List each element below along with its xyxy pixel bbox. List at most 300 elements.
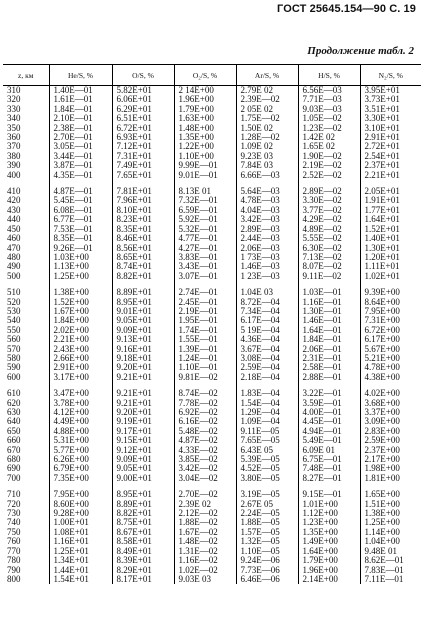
col-he-cell: 3.87E—01 <box>49 161 112 170</box>
col-altitude-header: z, км <box>3 65 49 86</box>
col-h-cell: 2.19E—02 <box>298 161 360 170</box>
table-row <box>3 225 421 234</box>
col-ar-cell: 7.65E—05 <box>236 436 298 445</box>
col-n2-cell: 4.78E+00 <box>364 363 400 373</box>
col-n2-cell: 2.37E+00 <box>364 445 400 455</box>
col-h-cell: 4.00E—01 <box>298 408 360 417</box>
col-ar-cell: 1.28E—02 <box>236 133 298 142</box>
col-o-cell: 8.17E+01 <box>112 575 174 584</box>
col-ar-cell: 2.39E—02 <box>236 95 298 104</box>
col-o-cell: 9.21E+01 <box>112 389 174 398</box>
col-altitude-cell: 310 <box>3 86 49 96</box>
table-row <box>3 288 421 297</box>
col-o2-cell: 8.74E—02 <box>174 389 236 398</box>
col-o-cell: 8.74E+01 <box>112 262 174 271</box>
col-o2-cell: 4.33E—02 <box>174 446 236 455</box>
table-row <box>3 490 421 499</box>
col-ar-cell: 1.88E—05 <box>236 518 298 527</box>
col-altitude-cell: 430 <box>3 206 49 215</box>
col-altitude-cell: 620 <box>3 399 49 408</box>
col-o-cell: 9.16E+01 <box>112 345 174 354</box>
table-row <box>3 537 421 546</box>
table-row <box>3 509 421 518</box>
table-row <box>3 326 421 335</box>
col-n2-cell: 1.98E+00 <box>364 464 400 474</box>
table-row <box>3 262 421 271</box>
col-n2-cell: 2.72E+01 <box>364 142 400 152</box>
col-he-cell: 4.87E—01 <box>49 187 112 196</box>
col-o2-cell: 3.42E—02 <box>174 464 236 473</box>
table-body <box>3 86 421 585</box>
col-h-cell: 2.52E—02 <box>298 171 360 180</box>
col-altitude-cell: 730 <box>3 509 49 518</box>
group-spacer <box>3 483 421 490</box>
col-h-cell: 1.35E+00 <box>298 528 360 537</box>
col-o-cell: 8.58E+01 <box>112 537 174 546</box>
table-row <box>3 335 421 344</box>
col-n2-cell: 1.25E+00 <box>364 518 400 528</box>
col-ar-cell: 5.39E—05 <box>236 455 298 464</box>
spacer-cell <box>236 382 298 389</box>
col-ar-cell: 2.67E 05 <box>236 500 298 509</box>
table-row <box>3 389 421 398</box>
col-altitude-cell: 580 <box>3 354 49 363</box>
col-n2-cell: 7.31E+00 <box>364 316 400 326</box>
col-ar-cell: 2.18E—04 <box>236 373 298 382</box>
col-o-cell: 9.20E+01 <box>112 363 174 372</box>
spacer-cell <box>236 281 298 288</box>
col-o2-cell: 4.27E—01 <box>174 244 236 253</box>
col-n2-cell: 2.05E+01 <box>364 187 400 197</box>
col-he-cell: 1.03E+00 <box>49 253 112 262</box>
col-altitude-cell: 550 <box>3 326 49 335</box>
col-o-cell: 8.23E+01 <box>112 215 174 224</box>
col-ar-cell: 1.32E—05 <box>236 537 298 546</box>
col-n2-cell: 1.51E+00 <box>364 499 400 509</box>
col-n2-cell: 1.20E+01 <box>364 252 400 262</box>
col-n2-cell: 9.39E+00 <box>364 288 400 298</box>
table-row <box>3 298 421 307</box>
col-o-cell: 9.05E+01 <box>112 464 174 473</box>
col-h-cell: 2.31E—01 <box>298 354 360 363</box>
col-n2-cell: 2.21E+01 <box>364 170 400 180</box>
col-o2-header: O₂/S, % <box>174 65 236 86</box>
col-altitude-cell: 600 <box>3 373 49 382</box>
col-h-cell: 4.45E—01 <box>298 417 360 426</box>
col-h-cell: 4.89E—02 <box>298 225 360 234</box>
col-ar-cell: 5 19E—04 <box>236 326 298 335</box>
table-row <box>3 345 421 354</box>
col-altitude-cell: 410 <box>3 187 49 196</box>
table-row <box>3 446 421 455</box>
group-spacer <box>3 180 421 187</box>
col-n2-cell: 1.38E+00 <box>364 509 400 519</box>
col-o2-cell: 7.32E—01 <box>174 196 236 205</box>
table-row <box>3 124 421 133</box>
col-o2-cell: 1.88E—02 <box>174 518 236 527</box>
col-o-cell: 6.29E+01 <box>112 105 174 114</box>
spacer-cell <box>3 382 49 389</box>
col-ar-cell: 5.64E—03 <box>236 187 298 196</box>
table-row <box>3 354 421 363</box>
col-o2-cell: 2.12E—02 <box>174 509 236 518</box>
col-ar-cell: 9.24E—06 <box>236 556 298 565</box>
col-h-cell: 6.75E—01 <box>298 455 360 464</box>
col-altitude-cell: 370 <box>3 142 49 151</box>
table-row <box>3 215 421 224</box>
col-n2-cell: 6.72E+00 <box>364 325 400 335</box>
col-altitude-cell: 720 <box>3 500 49 509</box>
col-o-cell: 8.95E+01 <box>112 298 174 307</box>
col-n2-cell: 2.83E+00 <box>364 426 400 436</box>
col-o2-cell: 3.04E—02 <box>174 474 236 483</box>
table-row <box>3 105 421 114</box>
col-he-cell: 3.78E+00 <box>49 399 112 408</box>
col-o-cell: 9.19E+01 <box>112 417 174 426</box>
col-h-cell: 2.14E+00 <box>298 575 360 584</box>
spacer-cell <box>174 483 236 490</box>
col-o-cell: 9.20E+01 <box>112 408 174 417</box>
col-h-cell: 8.27E—01 <box>298 474 360 483</box>
col-altitude-cell: 800 <box>3 575 49 584</box>
col-altitude-cell: 660 <box>3 436 49 445</box>
col-altitude-cell: 680 <box>3 455 49 464</box>
col-o2-cell: 9.03E 03 <box>174 575 236 584</box>
col-he-cell: 1.67E+00 <box>49 307 112 316</box>
table-row <box>3 363 421 372</box>
col-o-cell: 9.12E+01 <box>112 446 174 455</box>
col-he-cell: 2.10E—01 <box>49 114 112 123</box>
col-ar-cell: 3.80E—05 <box>236 474 298 483</box>
col-he-cell: 1.13E+00 <box>49 262 112 271</box>
col-o2-cell: 1.24E—01 <box>174 354 236 363</box>
col-he-cell: 1.16E+01 <box>49 537 112 546</box>
spacer-cell <box>112 180 174 187</box>
col-ar-cell: 4.36E—04 <box>236 335 298 344</box>
table-row <box>3 307 421 316</box>
col-ar-cell: 9.23E 03 <box>236 152 298 161</box>
col-ar-cell: 7.73E—06 <box>236 566 298 575</box>
col-ar-cell: 2.44E—03 <box>236 234 298 243</box>
col-he-cell: 3.05E—01 <box>49 142 112 151</box>
spacer-cell <box>236 180 298 187</box>
spacer-cell <box>3 281 49 288</box>
col-h-cell: 2.88E—01 <box>298 373 360 382</box>
col-altitude-cell: 360 <box>3 133 49 142</box>
col-h-cell: 4.94E—01 <box>298 427 360 436</box>
table-row <box>3 373 421 382</box>
col-ar-cell: 8.72E—04 <box>236 298 298 307</box>
col-o-cell: 8.82E+01 <box>112 509 174 518</box>
spacer-cell <box>298 382 360 389</box>
col-he-cell: 4.49E+00 <box>49 417 112 426</box>
col-ar-cell: 1.04E 03 <box>236 288 298 297</box>
col-h-cell: 2.89E—02 <box>298 187 360 196</box>
col-he-cell: 1.08E+01 <box>49 528 112 537</box>
col-ar-cell: 1.29E—04 <box>236 408 298 417</box>
col-n2-cell: 1.65E+00 <box>364 490 400 500</box>
col-he-cell: 3.47E+00 <box>49 389 112 398</box>
col-n2-cell: 3.95E+01 <box>364 85 400 95</box>
spacer-cell <box>49 180 112 187</box>
col-ar-cell: 3.42E—03 <box>236 215 298 224</box>
col-altitude-cell: 490 <box>3 262 49 271</box>
col-ar-cell: 1.54E—04 <box>236 399 298 408</box>
spacer-cell <box>298 281 360 288</box>
col-altitude-cell: 380 <box>3 152 49 161</box>
table-row <box>3 427 421 436</box>
col-he-cell: 7.53E—01 <box>49 225 112 234</box>
col-ar-cell: 2.24E—05 <box>236 509 298 518</box>
col-he-cell: 1.34E+01 <box>49 556 112 565</box>
col-n2-cell: 1.91E+01 <box>364 196 400 206</box>
col-n2-cell: 8.64E+00 <box>364 297 400 307</box>
col-ar-cell: 1 23E—03 <box>236 272 298 281</box>
col-he-cell: 5.77E+00 <box>49 446 112 455</box>
col-o-cell: 8.46E+01 <box>112 234 174 243</box>
table-row <box>3 133 421 142</box>
col-he-cell: 1.25E+01 <box>49 547 112 556</box>
col-n2-cell: 2.17E+00 <box>364 455 400 465</box>
col-altitude-cell: 710 <box>3 490 49 499</box>
col-ar-cell: 1.75E—02 <box>236 114 298 123</box>
spacer-cell <box>174 382 236 389</box>
col-n2-cell: 3.10E+01 <box>364 123 400 133</box>
col-altitude-cell: 690 <box>3 464 49 473</box>
spacer-cell <box>112 382 174 389</box>
col-he-cell: 6.77E—01 <box>49 215 112 224</box>
col-altitude-cell: 450 <box>3 225 49 234</box>
col-h-cell: 5.49E—01 <box>298 436 360 445</box>
col-h-cell: 6.09E 01 <box>298 446 360 455</box>
col-o-cell: 8.39E+01 <box>112 556 174 565</box>
col-o2-cell: 4.87E—02 <box>174 436 236 445</box>
table-row <box>3 556 421 565</box>
col-o2-cell: 1.74E—01 <box>174 326 236 335</box>
table-row <box>3 547 421 556</box>
col-h-cell: 1.23E—02 <box>298 124 360 133</box>
col-o-cell: 8.35E+01 <box>112 225 174 234</box>
col-o2-cell: 1.95E—01 <box>174 316 236 325</box>
col-h-cell: 1.64E—01 <box>298 326 360 335</box>
col-altitude-cell: 530 <box>3 307 49 316</box>
col-n2-cell: 5.67E+00 <box>364 344 400 354</box>
col-he-cell: 7.35E+00 <box>49 474 112 483</box>
col-he-cell: 5.45E—01 <box>49 196 112 205</box>
col-altitude-cell: 520 <box>3 298 49 307</box>
spacer-cell <box>236 483 298 490</box>
col-n2-cell: 1.04E+00 <box>364 537 400 547</box>
col-he-cell: 5.31E+00 <box>49 436 112 445</box>
table-row <box>3 272 421 281</box>
spacer-cell <box>112 281 174 288</box>
col-o-cell: 9.01E+01 <box>112 307 174 316</box>
col-o-cell: 7.31E+01 <box>112 152 174 161</box>
col-h-cell: 1.96E+00 <box>298 566 360 575</box>
col-altitude-cell: 650 <box>3 427 49 436</box>
col-n2-cell: 3.68E+00 <box>364 398 400 408</box>
col-n2-cell: 1.30E+01 <box>364 243 400 253</box>
table-row <box>3 316 421 325</box>
col-o-cell: 9.05E+01 <box>112 316 174 325</box>
col-h-cell: 3.22E—01 <box>298 389 360 398</box>
col-o-cell: 8.29E+01 <box>112 566 174 575</box>
col-n2-cell: 4.38E+00 <box>364 372 400 382</box>
col-o2-cell: 4.77E—01 <box>174 234 236 243</box>
col-o-cell: 6.93E+01 <box>112 133 174 142</box>
col-he-cell: 1.00E+01 <box>49 518 112 527</box>
col-ar-cell: 6.17E—04 <box>236 316 298 325</box>
col-he-cell: 6.26E+00 <box>49 455 112 464</box>
table-row <box>3 244 421 253</box>
col-n2-cell: 1.81E+00 <box>364 473 400 483</box>
col-he-cell: 2.21E+00 <box>49 335 112 344</box>
col-ar-cell: 1.09E—04 <box>236 417 298 426</box>
col-o-cell: 8.89E+01 <box>112 288 174 297</box>
col-altitude-cell: 750 <box>3 528 49 537</box>
col-n2-cell: 4.02E+00 <box>364 389 400 399</box>
col-o2-cell: 1.67E—02 <box>174 528 236 537</box>
col-h-cell: 7.71E—03 <box>298 95 360 104</box>
col-o-cell: 8.95E+01 <box>112 490 174 499</box>
table-row <box>3 114 421 123</box>
col-o2-cell: 3.43E—01 <box>174 262 236 271</box>
col-ar-cell: 4.78E—03 <box>236 196 298 205</box>
col-altitude-cell: 470 <box>3 244 49 253</box>
col-o2-cell: 5.32E—01 <box>174 225 236 234</box>
col-altitude-cell: 570 <box>3 345 49 354</box>
col-ar-cell: 1.46E—03 <box>236 262 298 271</box>
col-he-cell: 8.60E+00 <box>49 500 112 509</box>
col-o2-cell: 6.59E—01 <box>174 206 236 215</box>
spacer-cell <box>360 281 421 288</box>
col-h-cell: 6.30E—02 <box>298 244 360 253</box>
col-o2-cell: 1.79E+00 <box>174 105 236 114</box>
table-row <box>3 253 421 262</box>
table-row <box>3 161 421 170</box>
data-table <box>3 64 421 584</box>
col-h-cell: 3.59E—01 <box>298 399 360 408</box>
spacer-cell <box>49 281 112 288</box>
col-n2-cell: 3.37E+00 <box>364 408 400 417</box>
col-o2-cell: 2 14E+00 <box>174 86 236 96</box>
col-n2-cell: 1.77E+01 <box>364 205 400 215</box>
col-altitude-cell: 670 <box>3 446 49 455</box>
col-h-cell: 1.30E—01 <box>298 307 360 316</box>
col-he-cell: 8.35E—01 <box>49 234 112 243</box>
col-o-cell: 7.49E+01 <box>112 161 174 170</box>
col-ar-cell: 2.06E—03 <box>236 244 298 253</box>
col-o2-cell: 1.48E—02 <box>174 537 236 546</box>
col-o-cell: 8.75E+01 <box>112 518 174 527</box>
col-h-cell: 1.12E+00 <box>298 509 360 518</box>
col-altitude-cell: 760 <box>3 537 49 546</box>
col-o2-cell: 9.99E—01 <box>174 161 236 170</box>
col-n2-cell: 6.17E+00 <box>364 335 400 345</box>
col-altitude-cell: 560 <box>3 335 49 344</box>
col-h-cell: 1.42E 02 <box>298 133 360 142</box>
col-h-cell: 1.05E—02 <box>298 114 360 123</box>
col-o2-cell: 3.07E—01 <box>174 272 236 281</box>
col-altitude-cell: 510 <box>3 288 49 297</box>
col-he-cell: 4.12E+00 <box>49 408 112 417</box>
col-n2-cell: 3.73E+01 <box>364 95 400 105</box>
col-altitude-cell: 640 <box>3 417 49 426</box>
col-he-cell: 2.43E+00 <box>49 345 112 354</box>
col-o2-cell: 9.01E—01 <box>174 171 236 180</box>
col-o2-cell: 2.70E—02 <box>174 490 236 499</box>
col-o2-cell: 8.13E 01 <box>174 187 236 196</box>
col-n2-header: N₂/S, % <box>360 65 421 86</box>
col-o2-cell: 2.45E—01 <box>174 298 236 307</box>
col-ar-cell: 1.10E—05 <box>236 547 298 556</box>
col-h-cell: 1.23E+00 <box>298 518 360 527</box>
col-o-cell: 5.82E+01 <box>112 86 174 96</box>
col-h-cell: 7.48E—01 <box>298 464 360 473</box>
col-o2-cell: 6.16E—02 <box>174 417 236 426</box>
col-o2-cell: 1.22E+00 <box>174 142 236 151</box>
col-o2-cell: 1.16E—02 <box>174 556 236 565</box>
col-he-cell: 4.35E—01 <box>49 171 112 180</box>
col-h-cell: 1.65E 02 <box>298 142 360 151</box>
col-he-cell: 9.26E—01 <box>49 244 112 253</box>
col-o2-cell: 2.19E—01 <box>174 307 236 316</box>
col-he-cell: 1.84E+00 <box>49 316 112 325</box>
col-altitude-cell: 390 <box>3 161 49 170</box>
col-o2-cell: 1.39E—01 <box>174 345 236 354</box>
spacer-cell <box>360 483 421 490</box>
col-o-cell: 6.06E+01 <box>112 95 174 104</box>
col-h-cell: 1.16E—01 <box>298 298 360 307</box>
col-he-cell: 1.54E+01 <box>49 575 112 584</box>
col-altitude-cell: 340 <box>3 114 49 123</box>
col-n2-cell: 5.21E+00 <box>364 353 400 363</box>
col-altitude-cell: 420 <box>3 196 49 205</box>
col-o2-cell: 7.78E—02 <box>174 399 236 408</box>
col-ar-cell: 7.84E 03 <box>236 161 298 170</box>
col-o2-cell: 1.48E+00 <box>174 124 236 133</box>
col-o2-cell: 2.39E 02 <box>174 500 236 509</box>
col-o-cell: 9.21E+01 <box>112 373 174 382</box>
table-row <box>3 575 421 584</box>
col-altitude-cell: 610 <box>3 389 49 398</box>
col-o2-cell: 1.55E—01 <box>174 335 236 344</box>
spacer-cell <box>3 180 49 187</box>
col-o-cell: 9.15E+01 <box>112 436 174 445</box>
col-o-cell: 9.09E+01 <box>112 326 174 335</box>
col-o2-cell: 6.92E—02 <box>174 408 236 417</box>
table-row <box>3 171 421 180</box>
col-o2-cell: 1.31E—02 <box>174 547 236 556</box>
col-ar-cell: 3.08E—04 <box>236 354 298 363</box>
table-row <box>3 464 421 473</box>
table-row <box>3 234 421 243</box>
col-o-cell: 7.65E+01 <box>112 171 174 180</box>
table-row <box>3 566 421 575</box>
col-he-cell: 4.88E+00 <box>49 427 112 436</box>
table-continuation-caption: Продолжение табл. 2 <box>307 45 414 57</box>
col-altitude-cell: 590 <box>3 363 49 372</box>
col-h-cell: 2.06E—01 <box>298 345 360 354</box>
col-altitude-cell: 770 <box>3 547 49 556</box>
col-ar-cell: 6.43E 05 <box>236 446 298 455</box>
col-h-cell: 4.29E—02 <box>298 215 360 224</box>
col-he-cell: 7.95E+00 <box>49 490 112 499</box>
table-row <box>3 408 421 417</box>
col-o2-cell: 5.92E—01 <box>174 215 236 224</box>
col-he-cell: 1.61E—01 <box>49 95 112 104</box>
col-altitude-cell: 700 <box>3 474 49 483</box>
